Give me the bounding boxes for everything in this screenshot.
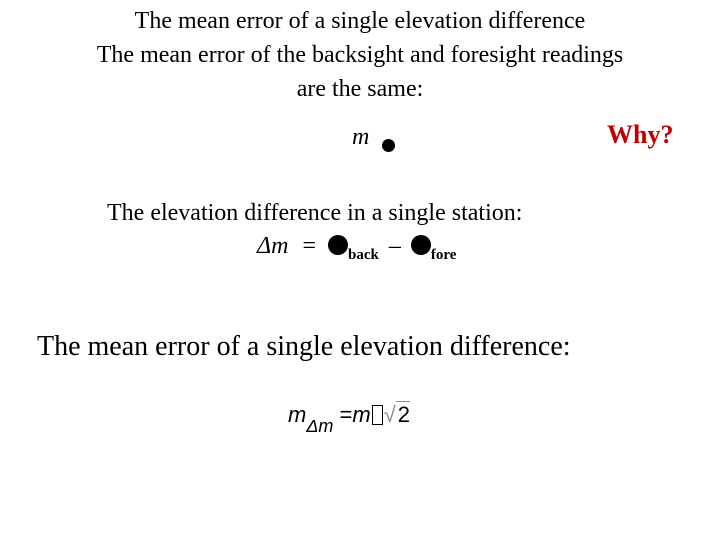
final-m-symbol: m — [288, 402, 307, 427]
m-symbol: m — [352, 124, 370, 150]
heading-line-1: The mean error of a single elevation difference — [134, 8, 586, 34]
back-subscript: back — [347, 247, 379, 263]
why-question: Why? — [607, 120, 674, 149]
final-formula — [288, 402, 411, 436]
m-reading-formula — [352, 124, 395, 152]
delta-symbol: Δ — [257, 233, 272, 259]
conclusion-label: The mean error of a single elevation difference: — [37, 331, 571, 362]
reading-dot-icon — [382, 139, 395, 152]
final-m2-symbol: m — [352, 402, 371, 427]
minus-sign: – — [388, 233, 401, 259]
fore-reading-dot-icon — [411, 235, 431, 255]
final-equals-sign: = — [339, 402, 353, 427]
sqrt-icon: √ — [383, 402, 396, 427]
back-reading-dot-icon — [328, 235, 348, 255]
delta-m-subscript: Δm — [306, 416, 334, 436]
station-label: The elevation difference in a single station: — [107, 200, 523, 226]
station-m-symbol: m — [271, 233, 289, 259]
placeholder-box-icon — [372, 405, 383, 425]
heading-line-3: are the same: — [296, 76, 424, 102]
equals-sign: = — [302, 233, 316, 259]
radicand: 2 — [397, 402, 411, 427]
heading-line-2: The mean error of the backsight and foresight readings — [96, 42, 624, 68]
station-formula — [257, 233, 457, 263]
fore-subscript: fore — [430, 247, 457, 263]
